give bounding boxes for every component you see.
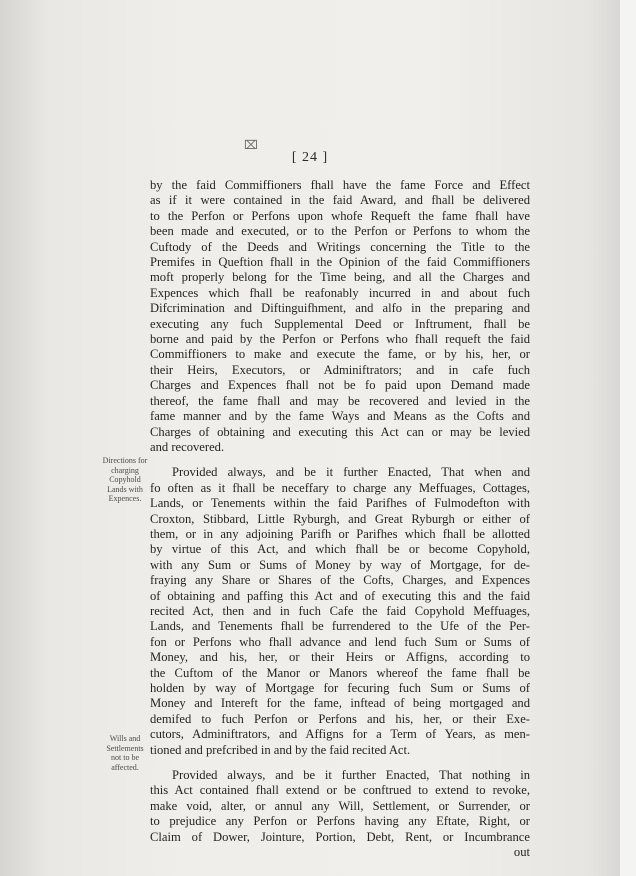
text-line: by virtue of this Act, and which fhall be or become Copyhold, — [150, 542, 530, 557]
margin-note-wills — [96, 734, 154, 772]
paragraph-supplemental-deed — [150, 178, 530, 455]
text-line: demifed to fuch Perfon or Perfons and his, her, or their Exe- — [150, 711, 530, 726]
text-line: Lands, and Tenements fhall be furrendered to the Ufe of the Per- — [150, 619, 530, 634]
text-line: moft properly belong for the Time being, and all the Charges and — [150, 270, 530, 285]
text-line: to the Perfon or Perfons upon whofe Requeft the fame fhall have — [150, 208, 530, 223]
text-line: Expences which fhall be reafonably incurred in and about fuch — [150, 285, 530, 300]
text-line: been made and executed, or to the Perfon or Perfons to whom the — [150, 224, 530, 239]
text-line: thereof, the fame fhall and may be recovered and levied in the — [150, 393, 530, 408]
ink-mark: ⌧ — [244, 138, 258, 152]
text-line: Money, and his, her, or their Heirs or Affigns, according to — [150, 650, 530, 665]
text-line: borne and paid by the Perfon or Perfons who fhall requeft the faid — [150, 332, 530, 347]
paragraph-copyhold-charges — [150, 465, 530, 758]
margin-note-line: Settlements — [106, 743, 144, 753]
text-line: fame manner and by the fame Ways and Means as the Cofts and — [150, 409, 530, 424]
text-line: Difcrimination and Diftinguifhment, and alfo in the preparing and — [150, 301, 530, 316]
text-line: Charges of obtaining and executing this Act can or may be levied — [150, 424, 530, 439]
text-line: holden by way of Mortgage for fecuring fuch Sum or Sums of — [150, 681, 530, 695]
text-line: them, or in any adjoining Parifh or Parifhes which fhall be allotted — [150, 526, 530, 541]
text-line: of obtaining and paffing this Act and of executing this and the faid — [150, 588, 530, 603]
margin-note-line: Wills and — [109, 734, 141, 743]
text-line: with any Sum or Sums of Money by way of Mortgage, for de- — [150, 557, 530, 572]
margin-note-copyhold — [96, 456, 154, 504]
margin-note-line: affected. — [111, 762, 139, 772]
text-line: Money and Intereft for the fame, inftead of being mortgaged and — [150, 696, 530, 711]
page-edge — [620, 0, 636, 876]
margin-note-line: not to be — [111, 753, 139, 762]
text-line: tioned and prefcribed in and by the faid recited Act. — [150, 742, 411, 757]
text-line: Croxton, Stibbard, Little Ryburgh, and Great Ryburgh or either of — [150, 511, 530, 526]
text-line: Charges and Expences fhall not be fo paid upon Demand made — [150, 378, 530, 393]
text-line: Provided always, and be it further Enacted, That when and — [172, 465, 530, 480]
margin-note-line: charging — [111, 465, 139, 475]
page-number: [ 24 ] — [291, 150, 329, 165]
margin-note-line: Copyhold — [109, 475, 141, 484]
text-line: the Cuftom of the Manor or Manors whereof the fame fhall be — [150, 665, 530, 680]
body-text — [150, 178, 530, 870]
text-line: this Act contained fhall extend or be conftrued to extend to revoke, — [150, 783, 530, 798]
text-line: Provided always, and be it further Enacted, That nothing in — [172, 768, 530, 783]
text-line: Lands, or Tenements within the faid Parifhes of Fulmodefton with — [150, 496, 530, 511]
text-line: recited Act, then and in fuch Cafe the faid Copyhold Meffuages, — [150, 603, 530, 618]
text-line: make void, alter, or annul any Will, Settlement, or Surrender, or — [150, 798, 530, 813]
text-line: to prejudice any Perfon or Perfons having any Eftate, Right, or — [150, 814, 530, 829]
text-line: and recovered. — [150, 439, 225, 454]
margin-note-line: Directions for — [102, 456, 148, 465]
text-line: fo often as it fhall be neceffary to charge any Meffuages, Cottages, — [150, 480, 530, 495]
text-line: Cuftody of the Deeds and Writings concerning the Title to the — [150, 239, 530, 254]
text-line: fraying any Share or Shares of the Cofts, Charges, and Expences — [150, 573, 530, 588]
text-line: by the faid Commiffioners fhall have the fame Force and Effect — [150, 178, 530, 192]
text-line: as if it were contained in the faid Award, and fhall be delivered — [150, 193, 530, 208]
margin-note-line: Expences. — [108, 494, 142, 503]
paragraph-wills-settlements — [150, 768, 530, 860]
text-line: their Heirs, Executors, or Adminiftrators; and in cafe fuch — [150, 362, 530, 377]
catchword: out — [513, 845, 530, 860]
text-line: fon or Perfons who fhall advance and lend fuch Sum or Sums of — [150, 634, 530, 649]
text-line: executing any fuch Supplemental Deed or Inftrument, fhall be — [150, 316, 530, 331]
text-line: cutors, Adminiftrators, and Affigns for a Term of Years, as men- — [150, 727, 530, 742]
text-line: Claim of Dower, Jointure, Portion, Debt, Rent, or Incumbrance — [150, 829, 530, 844]
text-line: Premifes in Queftion fhall in the Opinion of the faid Commiffioners — [150, 255, 530, 270]
margin-note-line: Lands with — [107, 484, 143, 494]
text-line: Commiffioners to make and execute the fame, or by his, her, or — [150, 347, 530, 362]
